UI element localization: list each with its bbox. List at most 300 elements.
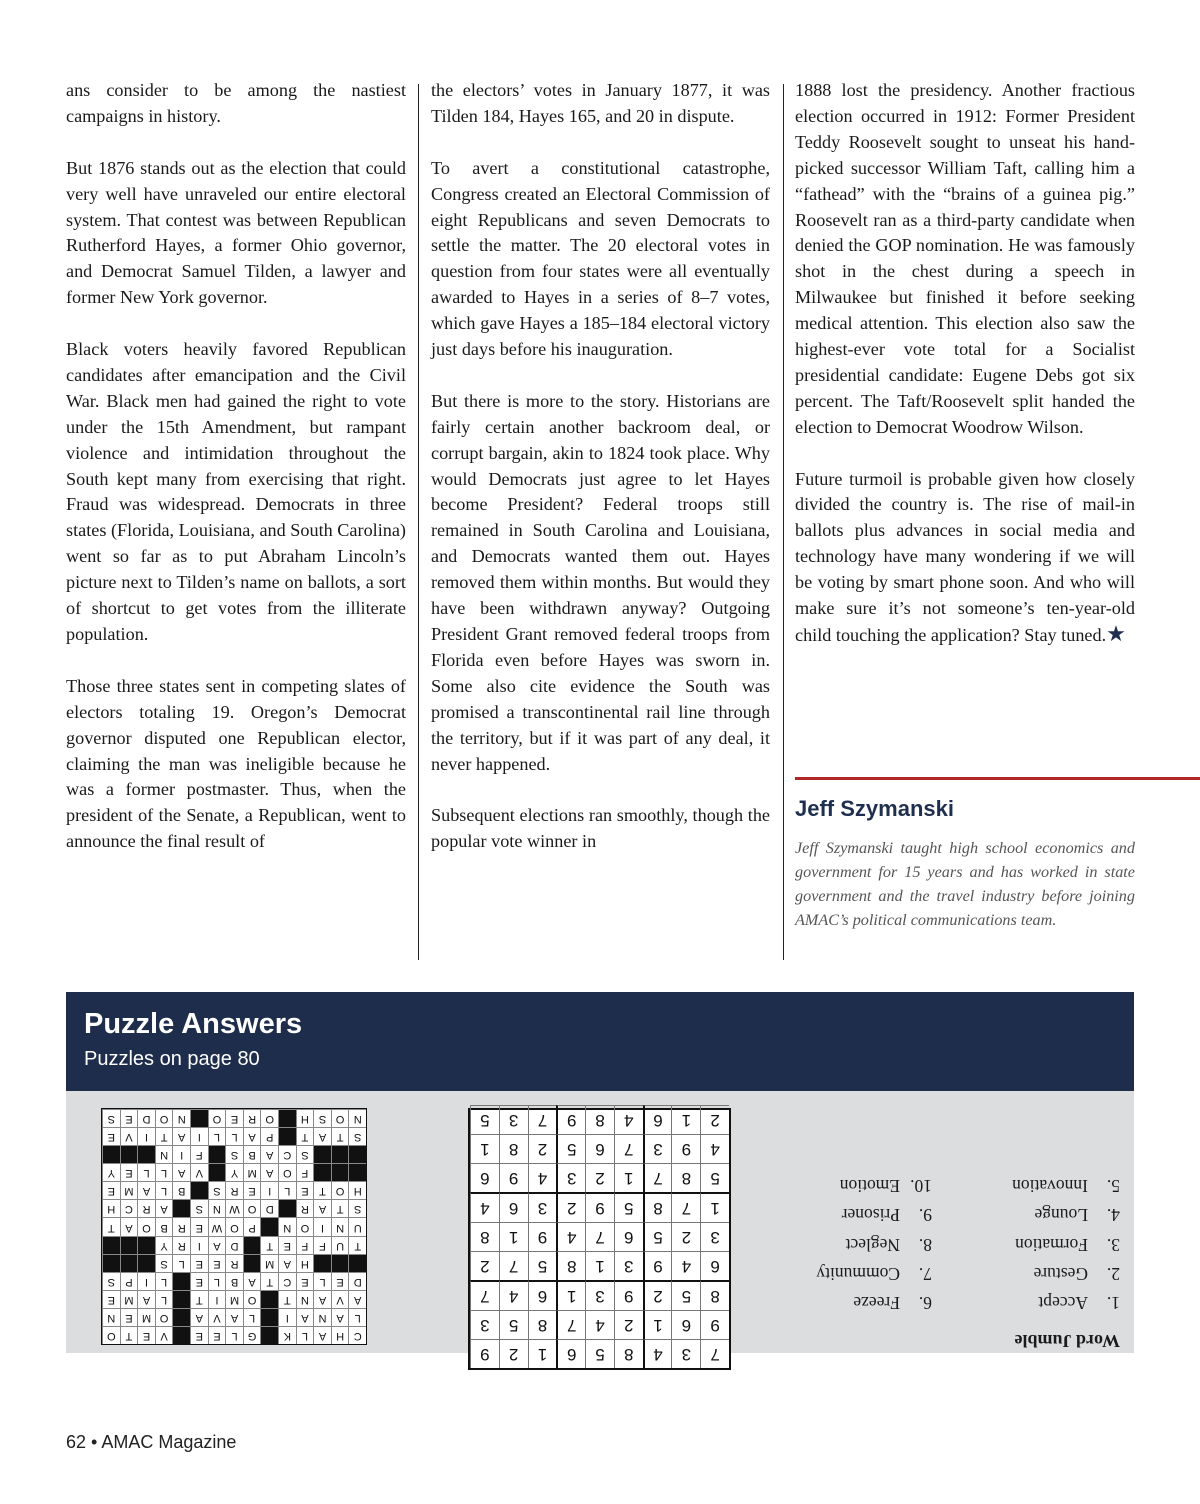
crossword-block xyxy=(260,1290,278,1308)
crossword-cell: E xyxy=(190,1217,208,1235)
crossword-cell: P xyxy=(260,1127,278,1145)
crossword-cell: V xyxy=(155,1326,173,1344)
crossword-cell: C xyxy=(278,1272,296,1290)
crossword-cell: I xyxy=(137,1127,155,1145)
author-bio: Jeff Szymanski taught high school economics and government for 15 years and has worked in state government and the travel industry before joining AMAC’s political communications team. xyxy=(795,839,1135,929)
sudoku-cell: 7 xyxy=(499,1251,528,1280)
crossword-cell: T xyxy=(102,1217,120,1235)
sudoku-cell: 5 xyxy=(470,1105,499,1134)
crossword-cell: O xyxy=(243,1199,261,1217)
crossword-cell: S xyxy=(102,1272,120,1290)
sudoku-cell: 7 xyxy=(470,1280,499,1310)
crossword-cell: U xyxy=(331,1236,349,1254)
crossword-cell: E xyxy=(296,1181,314,1199)
crossword-cell: M xyxy=(120,1290,138,1308)
crossword-cell: B xyxy=(243,1145,261,1163)
crossword-cell: L xyxy=(225,1326,243,1344)
crossword-block xyxy=(172,1199,190,1217)
crossword-cell: T xyxy=(260,1236,278,1254)
crossword-cell: N xyxy=(313,1308,331,1326)
crossword-block xyxy=(260,1326,278,1344)
crossword-block xyxy=(260,1217,278,1235)
crossword-block xyxy=(172,1290,190,1308)
crossword-cell: M xyxy=(243,1163,261,1181)
crossword-cell: T xyxy=(331,1199,349,1217)
crossword-cell: A xyxy=(260,1163,278,1181)
crossword-cell: A xyxy=(313,1199,331,1217)
crossword-cell: O xyxy=(137,1217,155,1235)
star-icon: ★ xyxy=(1106,622,1126,648)
sudoku-cell: 6 xyxy=(614,1222,643,1251)
sudoku-cell: 7 xyxy=(671,1192,700,1222)
crossword-cell: V xyxy=(208,1308,226,1326)
sudoku-cell: 3 xyxy=(499,1105,528,1134)
sudoku-cell: 1 xyxy=(585,1251,614,1280)
crossword-cell: A xyxy=(243,1127,261,1145)
sudoku-cell: 3 xyxy=(643,1134,672,1163)
crossword-cell: E xyxy=(190,1326,208,1344)
sudoku-cell: 7 xyxy=(528,1105,557,1134)
crossword-cell: A xyxy=(190,1308,208,1326)
crossword-cell: P xyxy=(120,1272,138,1290)
sudoku-cell: 2 xyxy=(614,1310,643,1339)
sudoku-cell: 2 xyxy=(470,1251,499,1280)
sudoku-cell: 5 xyxy=(499,1310,528,1339)
sudoku-cell: 9 xyxy=(528,1222,557,1251)
crossword-grid xyxy=(101,1108,367,1345)
crossword-cell: N xyxy=(278,1217,296,1235)
crossword-cell: M xyxy=(137,1308,155,1326)
crossword-cell: G xyxy=(243,1326,261,1344)
crossword-cell: F xyxy=(313,1236,331,1254)
crossword-cell: E xyxy=(120,1308,138,1326)
crossword-cell: E xyxy=(120,1163,138,1181)
crossword-answer xyxy=(101,1108,367,1345)
list-item xyxy=(1012,1288,1120,1317)
crossword-block xyxy=(313,1254,331,1272)
crossword-cell: N xyxy=(172,1109,190,1127)
crossword-cell: L xyxy=(137,1163,155,1181)
crossword-cell: A xyxy=(313,1326,331,1344)
crossword-cell: S xyxy=(190,1199,208,1217)
sudoku-cell: 9 xyxy=(643,1251,672,1280)
crossword-block xyxy=(172,1326,190,1344)
crossword-cell: O xyxy=(225,1217,243,1235)
sudoku-cell: 5 xyxy=(528,1251,557,1280)
item-number: 3. xyxy=(1106,1234,1120,1255)
crossword-block xyxy=(348,1145,366,1163)
crossword-cell: U xyxy=(348,1217,366,1235)
crossword-cell: O xyxy=(155,1308,173,1326)
crossword-cell: H xyxy=(296,1254,314,1272)
sudoku-cell: 8 xyxy=(528,1310,557,1339)
crossword-cell: T xyxy=(296,1127,314,1145)
crossword-cell: T xyxy=(348,1236,366,1254)
list-item xyxy=(1012,1171,1120,1200)
crossword-cell: L xyxy=(208,1272,226,1290)
sudoku-cell: 8 xyxy=(614,1339,643,1368)
page-footer: 62 • AMAC Magazine xyxy=(66,1432,237,1452)
crossword-cell: C xyxy=(348,1326,366,1344)
article-column-1 xyxy=(66,78,406,958)
crossword-block xyxy=(137,1145,155,1163)
crossword-cell: O xyxy=(155,1109,173,1127)
crossword-block xyxy=(172,1272,190,1290)
crossword-cell: C xyxy=(120,1199,138,1217)
sudoku-cell: 9 xyxy=(556,1105,585,1134)
crossword-block xyxy=(313,1145,331,1163)
crossword-cell: L xyxy=(243,1308,261,1326)
sudoku-cell: 8 xyxy=(585,1105,614,1134)
crossword-block xyxy=(102,1145,120,1163)
crossword-block xyxy=(243,1254,261,1272)
crossword-cell: A xyxy=(172,1127,190,1145)
crossword-cell: A xyxy=(348,1290,366,1308)
crossword-cell: I xyxy=(190,1236,208,1254)
item-number: 6. xyxy=(918,1293,932,1313)
item-number: 4. xyxy=(1106,1205,1120,1226)
sudoku-cell: 5 xyxy=(671,1280,700,1310)
author-divider xyxy=(795,777,1200,780)
sudoku-cell: 3 xyxy=(528,1192,557,1222)
crossword-block xyxy=(137,1236,155,1254)
crossword-cell: A xyxy=(208,1236,226,1254)
sudoku-cell: 6 xyxy=(470,1163,499,1192)
puzzle-answers-subtitle: Puzzles on page 80 xyxy=(84,1048,260,1070)
crossword-cell: O xyxy=(296,1217,314,1235)
sudoku-cell: 8 xyxy=(556,1251,585,1280)
word-jumble-list-right xyxy=(816,1171,932,1317)
crossword-cell: O xyxy=(331,1181,349,1199)
crossword-cell: R xyxy=(172,1217,190,1235)
crossword-block xyxy=(278,1127,296,1145)
crossword-cell: L xyxy=(155,1163,173,1181)
item-word: Prisoner xyxy=(841,1205,900,1226)
crossword-cell: E xyxy=(190,1272,208,1290)
list-item xyxy=(1012,1259,1120,1288)
crossword-cell: T xyxy=(155,1127,173,1145)
crossword-block xyxy=(208,1163,226,1181)
crossword-cell: D xyxy=(348,1272,366,1290)
crossword-block xyxy=(208,1145,226,1163)
sudoku-cell: 6 xyxy=(700,1251,729,1280)
crossword-cell: E xyxy=(190,1254,208,1272)
paragraph: But 1876 stands out as the election that could very well have unraveled our entire electoral system. That contest was between Republican Rutherford Hayes, a former Ohio governor, and Democrat Samuel Tilden, a lawyer and former New York governor. xyxy=(66,157,406,308)
crossword-cell: H xyxy=(348,1181,366,1199)
sudoku-cell: 7 xyxy=(614,1134,643,1163)
sudoku-cell: 9 xyxy=(671,1134,700,1163)
crossword-cell: R xyxy=(296,1199,314,1217)
sudoku-cell: 5 xyxy=(643,1222,672,1251)
crossword-cell: A xyxy=(296,1308,314,1326)
sudoku-cell: 1 xyxy=(643,1310,672,1339)
crossword-cell: L xyxy=(172,1254,190,1272)
crossword-cell: I xyxy=(190,1127,208,1145)
sudoku-cell: 6 xyxy=(556,1339,585,1368)
crossword-cell: C xyxy=(278,1145,296,1163)
sudoku-cell: 2 xyxy=(499,1339,528,1368)
sudoku-cell: 4 xyxy=(470,1192,499,1222)
crossword-cell: N xyxy=(348,1109,366,1127)
item-word: Neglect xyxy=(845,1234,900,1255)
crossword-cell: B xyxy=(172,1181,190,1199)
crossword-cell: S xyxy=(225,1145,243,1163)
crossword-cell: T xyxy=(331,1127,349,1145)
article-column-2 xyxy=(431,78,770,958)
sudoku-cell: 6 xyxy=(499,1192,528,1222)
crossword-cell: Y xyxy=(102,1163,120,1181)
crossword-block xyxy=(120,1145,138,1163)
crossword-cell: O xyxy=(102,1326,120,1344)
crossword-cell: L xyxy=(278,1181,296,1199)
crossword-cell: S xyxy=(208,1181,226,1199)
sudoku-cell: 5 xyxy=(700,1163,729,1192)
sudoku-cell: 6 xyxy=(643,1105,672,1134)
crossword-cell: D xyxy=(137,1109,155,1127)
crossword-cell: E xyxy=(120,1109,138,1127)
sudoku-cell: 8 xyxy=(499,1134,528,1163)
sudoku-cell: 1 xyxy=(470,1134,499,1163)
list-item xyxy=(1012,1200,1120,1229)
crossword-block xyxy=(102,1236,120,1254)
item-number: 9. xyxy=(918,1205,932,1226)
item-number: 2. xyxy=(1106,1263,1120,1284)
item-word: Formation xyxy=(1015,1234,1088,1255)
sudoku-cell: 5 xyxy=(614,1192,643,1222)
item-number: 7. xyxy=(918,1263,932,1284)
item-word: Lounge xyxy=(1034,1205,1088,1226)
crossword-cell: A xyxy=(225,1308,243,1326)
sudoku-cell: 3 xyxy=(671,1339,700,1368)
item-word: Gesture xyxy=(1033,1263,1088,1284)
sudoku-cell: 6 xyxy=(585,1134,614,1163)
sudoku-cell: 1 xyxy=(556,1280,585,1310)
sudoku-cell: 4 xyxy=(585,1310,614,1339)
crossword-cell: R xyxy=(172,1236,190,1254)
crossword-cell: I xyxy=(137,1272,155,1290)
word-jumble-list-left xyxy=(1012,1171,1120,1317)
crossword-block xyxy=(331,1145,349,1163)
crossword-cell: L xyxy=(296,1326,314,1344)
crossword-cell: M xyxy=(225,1290,243,1308)
item-number: 8. xyxy=(918,1234,932,1255)
crossword-cell: I xyxy=(313,1217,331,1235)
crossword-cell: E xyxy=(278,1236,296,1254)
crossword-block xyxy=(313,1163,331,1181)
sudoku-cell: 4 xyxy=(700,1134,729,1163)
author-name: Jeff Szymanski xyxy=(795,796,954,821)
crossword-cell: A xyxy=(155,1199,173,1217)
sudoku-cell: 7 xyxy=(556,1310,585,1339)
sudoku-cell: 1 xyxy=(499,1222,528,1251)
crossword-block xyxy=(331,1163,349,1181)
crossword-cell: L xyxy=(208,1127,226,1145)
crossword-block xyxy=(278,1199,296,1217)
crossword-cell: F xyxy=(296,1236,314,1254)
crossword-block xyxy=(348,1254,366,1272)
list-item xyxy=(816,1171,932,1200)
list-item xyxy=(816,1288,932,1317)
crossword-cell: E xyxy=(225,1109,243,1127)
crossword-block xyxy=(137,1254,155,1272)
crossword-cell: E xyxy=(208,1254,226,1272)
crossword-cell: S xyxy=(296,1145,314,1163)
sudoku-cell: 7 xyxy=(585,1222,614,1251)
sudoku-cell: 5 xyxy=(585,1339,614,1368)
crossword-block xyxy=(278,1109,296,1127)
crossword-cell: S xyxy=(348,1199,366,1217)
crossword-cell: L xyxy=(155,1290,173,1308)
crossword-cell: R xyxy=(225,1254,243,1272)
crossword-cell: S xyxy=(155,1254,173,1272)
crossword-cell: S xyxy=(348,1127,366,1145)
crossword-cell: B xyxy=(155,1217,173,1235)
crossword-cell: H xyxy=(102,1199,120,1217)
crossword-cell: A xyxy=(120,1217,138,1235)
crossword-cell: L xyxy=(313,1272,331,1290)
crossword-cell: E xyxy=(102,1290,120,1308)
crossword-cell: O xyxy=(208,1109,226,1127)
crossword-cell: I xyxy=(260,1181,278,1199)
sudoku-cell: 2 xyxy=(556,1192,585,1222)
crossword-cell: M xyxy=(260,1254,278,1272)
crossword-cell: E xyxy=(102,1181,120,1199)
crossword-cell: E xyxy=(331,1272,349,1290)
crossword-cell: A xyxy=(137,1181,155,1199)
crossword-cell: D xyxy=(225,1236,243,1254)
sudoku-cell: 8 xyxy=(671,1163,700,1192)
crossword-cell: L xyxy=(225,1127,243,1145)
sudoku-cell: 3 xyxy=(585,1280,614,1310)
paragraph-text: Future turmoil is probable given how closely divided the country is. The rise of mail-in ballots plus advances in social media and technology have many wondering if we will be voting by smart phone soon. And who will make sure it’s not someone’s ten-year-old child touching the application? Stay tuned. xyxy=(795,468,1135,646)
sudoku-cell: 4 xyxy=(671,1251,700,1280)
crossword-cell: V xyxy=(331,1290,349,1308)
crossword-cell: T xyxy=(313,1181,331,1199)
crossword-cell: E xyxy=(296,1272,314,1290)
paragraph: But there is more to the story. Historians are fairly certain another backroom deal, or corrupt bargain, akin to 1824 took place. Why would Democrats just agree to let Hayes become President? Federal troops still remained in South Carolina and Louisiana, and Democrats wanted them out. Hayes removed them within months. But would they have been withdrawn anyway? Outgoing President Grant removed federal troops from Florida even before Hayes was sworn in. Some also cite evidence the South was promised a transcontinental rail line through the territory, but if it was part of any deal, it never happened. xyxy=(431,390,770,774)
sudoku-cell: 7 xyxy=(643,1163,672,1192)
item-word: Emotion xyxy=(839,1176,900,1197)
sudoku-cell: 2 xyxy=(585,1163,614,1192)
crossword-cell: B xyxy=(225,1272,243,1290)
crossword-cell: N xyxy=(155,1145,173,1163)
sudoku-cell: 9 xyxy=(499,1163,528,1192)
puzzle-answers-title: Puzzle Answers xyxy=(84,1008,303,1040)
crossword-block xyxy=(190,1181,208,1199)
sudoku-cell: 7 xyxy=(700,1339,729,1368)
item-word: Community xyxy=(816,1263,900,1284)
crossword-cell: W xyxy=(208,1217,226,1235)
crossword-cell: N xyxy=(331,1217,349,1235)
sudoku-cell: 3 xyxy=(614,1251,643,1280)
paragraph: To avert a constitutional catastrophe, Congress created an Electoral Commission of eight Republicans and seven Democrats to settle the matter. The 20 electoral votes in question from four states were all eventually awarded to Hayes in a series of 8–7 votes, which gave Hayes a 185–184 electoral victory just days before his inauguration. xyxy=(431,157,770,360)
crossword-cell: L xyxy=(155,1272,173,1290)
crossword-block xyxy=(102,1254,120,1272)
crossword-block xyxy=(243,1236,261,1254)
crossword-cell: A xyxy=(172,1163,190,1181)
sudoku-cell: 8 xyxy=(700,1280,729,1310)
sudoku-cell: 2 xyxy=(528,1134,557,1163)
list-item xyxy=(1012,1229,1120,1258)
crossword-cell: E xyxy=(137,1326,155,1344)
sudoku-cell: 3 xyxy=(556,1163,585,1192)
crossword-cell: N xyxy=(296,1290,314,1308)
sudoku-cell: 4 xyxy=(556,1222,585,1251)
sudoku-grid xyxy=(468,1108,731,1370)
crossword-cell: D xyxy=(260,1199,278,1217)
sudoku-cell: 8 xyxy=(643,1192,672,1222)
crossword-cell: A xyxy=(278,1254,296,1272)
crossword-cell: A xyxy=(313,1127,331,1145)
paragraph: the electors’ votes in January 1877, it was Tilden 184, Hayes 165, and 20 in dispute. xyxy=(431,80,770,126)
sudoku-cell: 9 xyxy=(700,1310,729,1339)
paragraph: 1888 lost the presidency. Another fractious election occurred in 1912: Former President Teddy Roosevelt sought to unseat his hand-picked successor William Taft, calling him a “fathead” with the “brains of a guinea pig.” Roosevelt ran as a third-party candidate when denied the GOP nomination. He was famously shot in the chest during a speech in Milwaukee but finished it before seeking medical attention. This election also saw the highest-ever vote total for a Socialist presidential candidate: Eugene Debs got six percent. The Taft/Roosevelt split handed the election to Democrat Woodrow Wilson. xyxy=(795,80,1135,437)
sudoku-cell: 4 xyxy=(499,1280,528,1310)
crossword-cell: I xyxy=(172,1145,190,1163)
crossword-cell: T xyxy=(190,1290,208,1308)
item-number: 1. xyxy=(1106,1293,1120,1313)
puzzle-answers-header xyxy=(66,992,1134,1091)
crossword-cell: R xyxy=(137,1199,155,1217)
sudoku-cell: 4 xyxy=(528,1163,557,1192)
sudoku-cell: 9 xyxy=(470,1339,499,1368)
sudoku-cell: 1 xyxy=(671,1105,700,1134)
article-column-3 xyxy=(795,78,1135,958)
crossword-cell: Y xyxy=(155,1236,173,1254)
crossword-cell: V xyxy=(120,1127,138,1145)
crossword-cell: R xyxy=(225,1181,243,1199)
crossword-cell: H xyxy=(331,1326,349,1344)
sudoku-cell: 4 xyxy=(614,1105,643,1134)
crossword-cell: I xyxy=(208,1290,226,1308)
sudoku-cell: 8 xyxy=(470,1222,499,1251)
crossword-cell: V xyxy=(190,1163,208,1181)
column-divider xyxy=(783,84,784,960)
sudoku-cell: 9 xyxy=(585,1192,614,1222)
crossword-cell: N xyxy=(208,1199,226,1217)
crossword-cell: N xyxy=(102,1308,120,1326)
crossword-cell: S xyxy=(313,1109,331,1127)
crossword-cell: P xyxy=(243,1217,261,1235)
crossword-block xyxy=(260,1308,278,1326)
sudoku-cell: 2 xyxy=(643,1280,672,1310)
crossword-cell: T xyxy=(278,1290,296,1308)
crossword-cell: F xyxy=(296,1163,314,1181)
crossword-block xyxy=(172,1308,190,1326)
crossword-block xyxy=(190,1109,208,1127)
sudoku-cell: 3 xyxy=(700,1222,729,1251)
sudoku-cell: 2 xyxy=(700,1105,729,1134)
paragraph: Subsequent elections ran smoothly, though the popular vote winner in xyxy=(431,805,770,852)
crossword-cell: E xyxy=(208,1326,226,1344)
crossword-block xyxy=(120,1254,138,1272)
sudoku-cell: 2 xyxy=(671,1222,700,1251)
word-jumble-title: Word Jumble xyxy=(1014,1331,1120,1351)
paragraph: Black voters heavily favored Republican candidates after emancipation and the Civil War. Black men had gained the right to vote under the 15th Amendment, but rampant violence and intimidation throughout the South kept many from exercising that right. Fraud was widespread. Democrats in three states (Florida, Louisiana, and South Carolina) went so far as to put Abraham Lincoln’s picture next to Tilden’s name on ballots, a sort of shortcut to get votes from the illiterate population. xyxy=(66,339,406,644)
crossword-cell: M xyxy=(120,1181,138,1199)
crossword-cell: A xyxy=(137,1290,155,1308)
crossword-cell: A xyxy=(243,1272,261,1290)
crossword-cell: A xyxy=(331,1308,349,1326)
crossword-cell: R xyxy=(243,1109,261,1127)
item-number: 10. xyxy=(910,1176,932,1197)
crossword-cell: H xyxy=(296,1109,314,1127)
crossword-cell: O xyxy=(278,1163,296,1181)
item-word: Innovation xyxy=(1012,1176,1088,1197)
list-item xyxy=(816,1259,932,1288)
item-word: Freeze xyxy=(853,1293,900,1313)
sudoku-answer xyxy=(468,1108,731,1370)
